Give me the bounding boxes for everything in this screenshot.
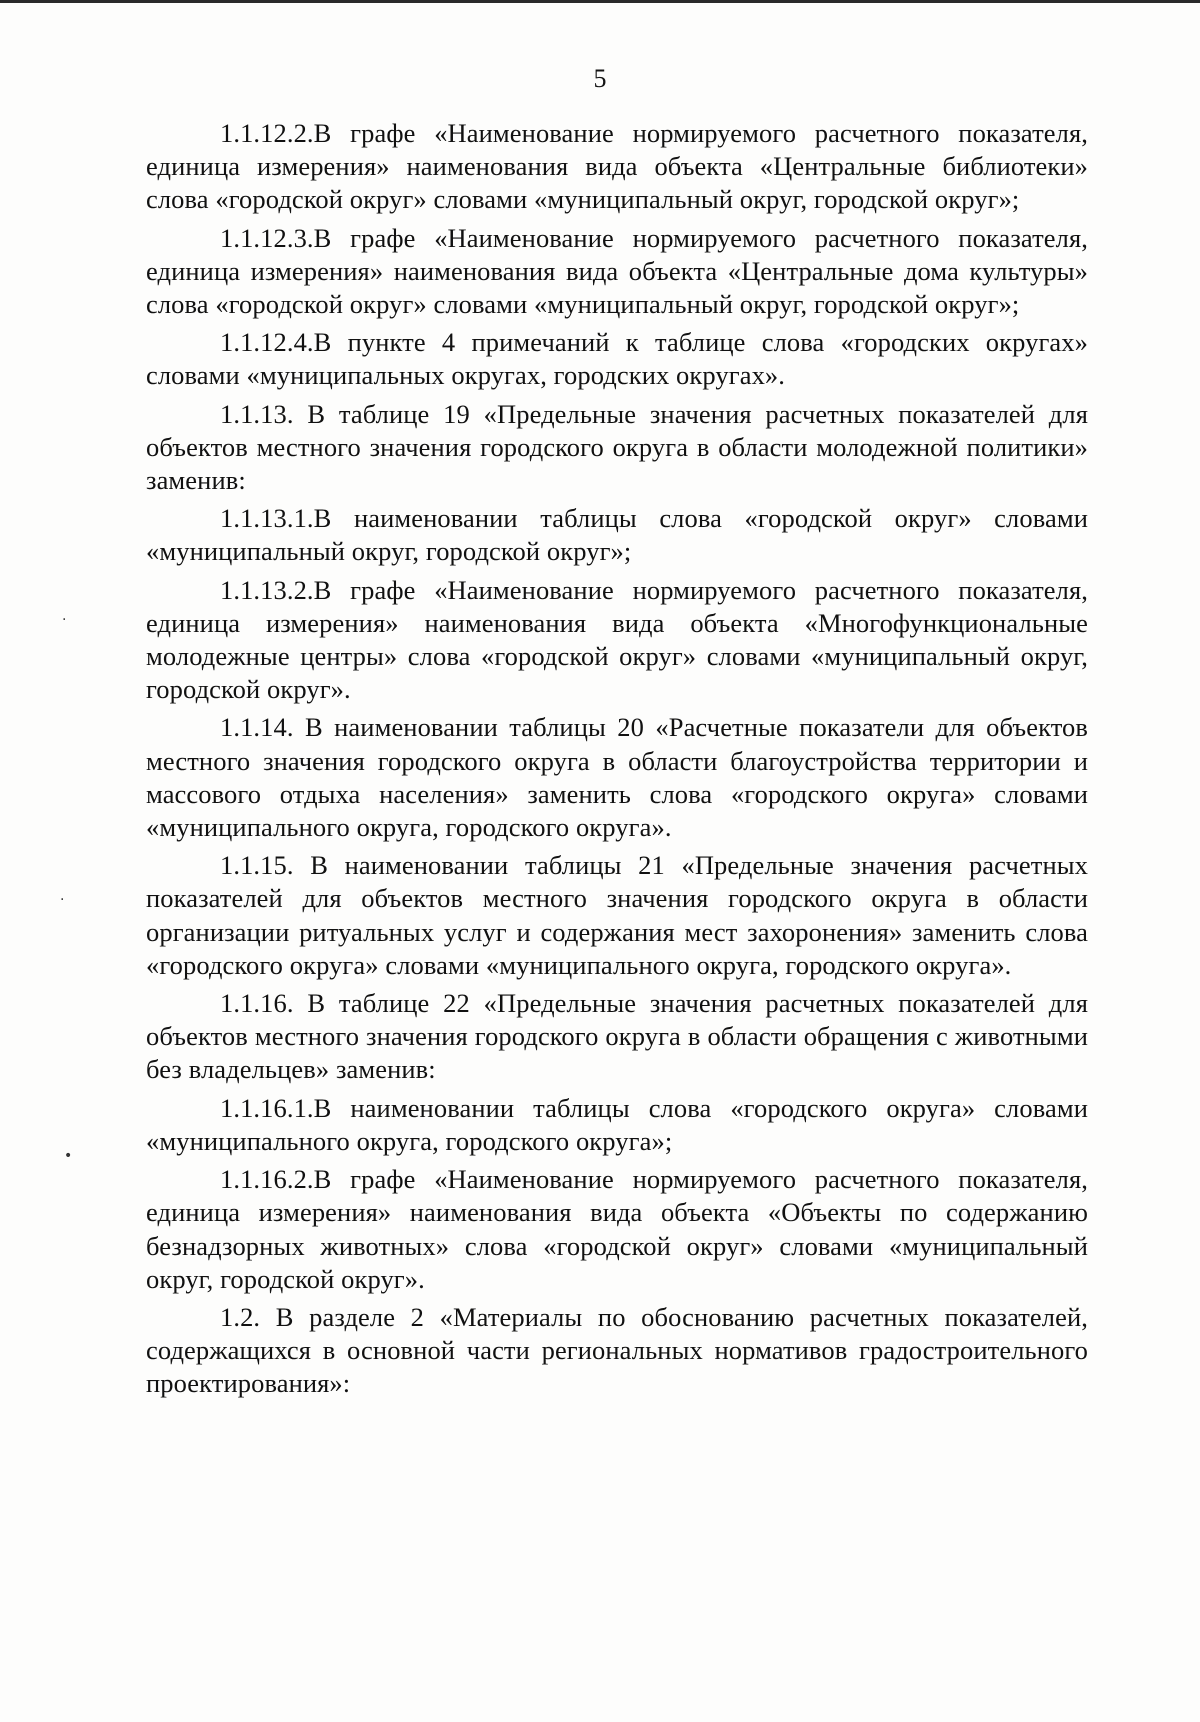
- scan-top-edge: [0, 0, 1200, 3]
- scan-speck: ·: [62, 612, 67, 628]
- paragraph-1-1-12-4: 1.1.12.4.В пункте 4 примечаний к таблице слова «городских округах» словами «муниципальных округах, городских округах».: [146, 327, 1088, 391]
- paragraph-1-1-13-1: 1.1.13.1.В наименовании таблицы слова «городской округ» словами «муниципальный округ, городской округ»;: [146, 503, 1088, 567]
- paragraph-1-1-12-2: 1.1.12.2.В графе «Наименование нормируемого расчетного показателя, единица измерения» наименования вида объекта «Центральные библиотеки» слова «городской округ» словами «муниципальный округ, городской округ»;: [146, 118, 1088, 215]
- scan-speck: •: [64, 1148, 73, 1164]
- document-body: [146, 117, 1088, 1406]
- paragraph-1-1-12-3: 1.1.12.3.В графе «Наименование нормируемого расчетного показателя, единица измерения» наименования вида объекта «Центральные дома культуры» слова «городской округ» словами «муниципальный округ, городской округ»;: [146, 222, 1088, 320]
- paragraph-1-1-15: 1.1.15. В наименовании таблицы 21 «Предельные значения расчетных показателей для объектов местного значения городского округа в области организации ритуальных услуг и содержания мест захоронения» заменить слова «городского округа» словами «муниципального округа, городского округа».: [146, 850, 1088, 980]
- paragraph-1-1-13-2: 1.1.13.2.В графе «Наименование нормируемого расчетного показателя, единица измерения» наименования вида объекта «Многофункциональные молодежные центры» слова «городской округ» словами «муниципальный округ, городской округ».: [146, 574, 1088, 705]
- paragraph-1-2: 1.2. В разделе 2 «Материалы по обоснованию расчетных показателей, содержащихся в основной части региональных нормативов градостроительного проектирования»:: [146, 1301, 1088, 1399]
- paragraph-1-1-13: 1.1.13. В таблице 19 «Предельные значения расчетных показателей для объектов местного значения городского округа в области молодежной политики» заменив:: [146, 398, 1088, 496]
- paragraph-1-1-16-2: 1.1.16.2.В графе «Наименование нормируемого расчетного показателя, единица измерения» наименования вида объекта «Объекты по содержанию безнадзорных животных» слова «городской округ» словами «муниципальный округ, городской округ».: [146, 1164, 1088, 1294]
- scan-speck: ·: [60, 892, 65, 908]
- paragraph-1-1-16-1: 1.1.16.1.В наименовании таблицы слова «городского округа» словами «муниципального округа, городского округа»;: [146, 1092, 1088, 1156]
- paragraph-1-1-14: 1.1.14. В наименовании таблицы 20 «Расчетные показатели для объектов местного значения городского округа в области благоустройства территории и массового отдыха населения» заменить слова «городского округа» словами «муниципального округа, городского округа».: [146, 712, 1088, 843]
- page-number: 5: [593, 64, 607, 93]
- paragraph-1-1-16: 1.1.16. В таблице 22 «Предельные значения расчетных показателей для объектов местного значения городского округа в области обращения с животными без владельцев» заменив:: [146, 988, 1088, 1085]
